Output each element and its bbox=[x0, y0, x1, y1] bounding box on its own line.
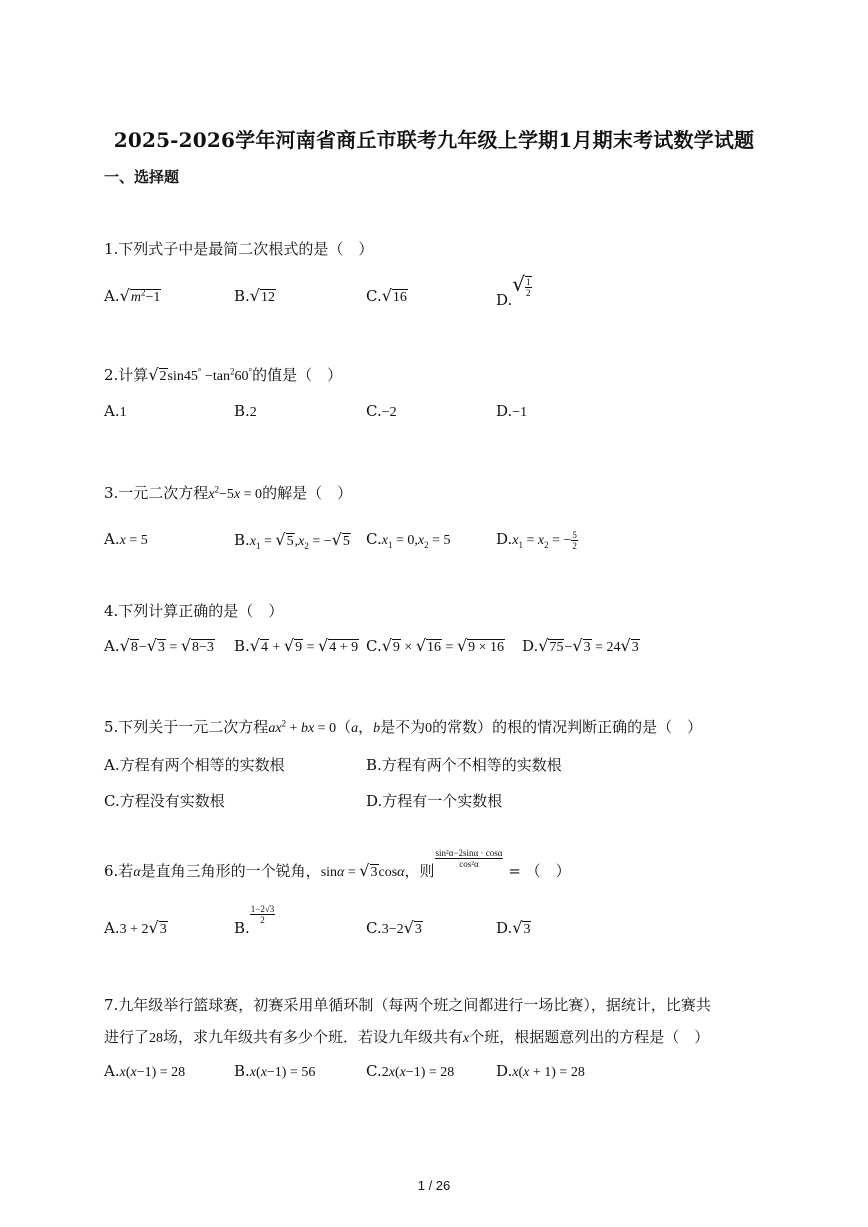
page-number: 1 / 26 bbox=[417, 1178, 451, 1193]
q4-option-a: A.√8−√3 = √8−3 bbox=[104, 636, 214, 655]
section-heading: 一、选择题 bbox=[104, 168, 180, 186]
q5-option-b: B.方程有两个不相等的实数根 bbox=[366, 756, 562, 774]
q6-option-c: C.3−2√3 bbox=[366, 918, 422, 937]
question-6: 6.若α是直角三角形的一个锐角，sinα = √3cosα，则 $\frac{\text{sin²α−2sinα · cosα}}{\text{cos²α}}$ = （ ） bbox=[104, 847, 571, 880]
q7-option-d: D.x(x + 1) = 28 bbox=[496, 1062, 585, 1080]
question-5: 5.下列关于一元二次方程$ax^2$ + bx = 0（a，b是不为0的常数）的根的情况判断正确的是（ ） bbox=[104, 718, 703, 736]
q2-option-d: D.−1 bbox=[496, 402, 528, 420]
q6-option-d: D.√3 bbox=[496, 918, 531, 937]
q5-option-d: D.方程有一个实数根 bbox=[366, 792, 503, 810]
q5-option-c: C.方程没有实数根 bbox=[104, 792, 225, 810]
q7-option-a: A.x(x−1) = 28 bbox=[104, 1062, 186, 1080]
q3-option-d: $D.x_1 = x_2$ = − $\frac{5}{2}$ bbox=[496, 530, 577, 552]
q3-option-a: A.x = 5 bbox=[104, 530, 148, 548]
q3-option-b: $B.x_1 = √5,x_2 = -√5$ bbox=[234, 530, 350, 551]
q7-option-c: C.2x(x−1) = 28 bbox=[366, 1062, 455, 1080]
question-2: 2.计算$√2\sin 45^\circ -\tan^260^\circ$的值是（ ） bbox=[104, 365, 343, 384]
q1-option-c: C.√16 bbox=[366, 286, 407, 305]
q6-option-a: A.3 + 2√3 bbox=[104, 918, 167, 937]
question-stem: 1.下列式子中是最简二次根式的是（ ） bbox=[104, 240, 374, 258]
q4-option-b: B.√4 + √9 = √4 + 9 bbox=[234, 636, 359, 655]
question-3: 3.一元二次方程$x^2-5x = 0$的解是（ ） bbox=[104, 484, 353, 502]
q5-option-a: A.方程有两个相等的实数根 bbox=[104, 756, 285, 774]
q4-option-d: D.√75−√3 = 24√3 bbox=[522, 636, 639, 655]
q6-option-b: B. $\frac{1-2√3}{2}$ bbox=[234, 904, 275, 937]
question-4: 4.下列计算正确的是（ ） bbox=[104, 602, 284, 620]
q1-option-a: $A.√m^2-1$ bbox=[104, 286, 161, 305]
page-title: 2025-2026学年河南省商丘市联考九年级上学期1月期末考试数学试题 bbox=[113, 128, 755, 152]
question-7-line-1: 7.九年级举行篮球赛，初赛采用单循环制（每两个班之间都进行一场比赛），据统计，比赛共 bbox=[104, 996, 711, 1014]
q2-option-c: C.−2 bbox=[366, 402, 397, 420]
q1-a-tail: −1 bbox=[145, 290, 161, 305]
question-1 bbox=[104, 238, 373, 259]
q3-option-c: $C.x_1 = 0,x_2 = 5$ bbox=[366, 530, 451, 550]
sqrt-expression: $√m^2-1$ bbox=[119, 286, 161, 305]
q4-option-c: C.√9 × √16 = √9 × 16 bbox=[366, 636, 505, 655]
q1-option-b: B.√12 bbox=[234, 286, 275, 305]
q2-option-a: A.1 bbox=[104, 402, 127, 420]
q2-option-b: B.2 bbox=[234, 402, 257, 420]
q1-option-d: D.√ $\frac{1}{2}$ bbox=[496, 272, 531, 309]
question-7-line-2: 进行了28场，求九年级共有多少个班．若设九年级共有x个班，根据题意列出的方程是（ ） bbox=[104, 1028, 710, 1046]
q7-option-b: B.x(x−1) = 56 bbox=[234, 1062, 316, 1080]
